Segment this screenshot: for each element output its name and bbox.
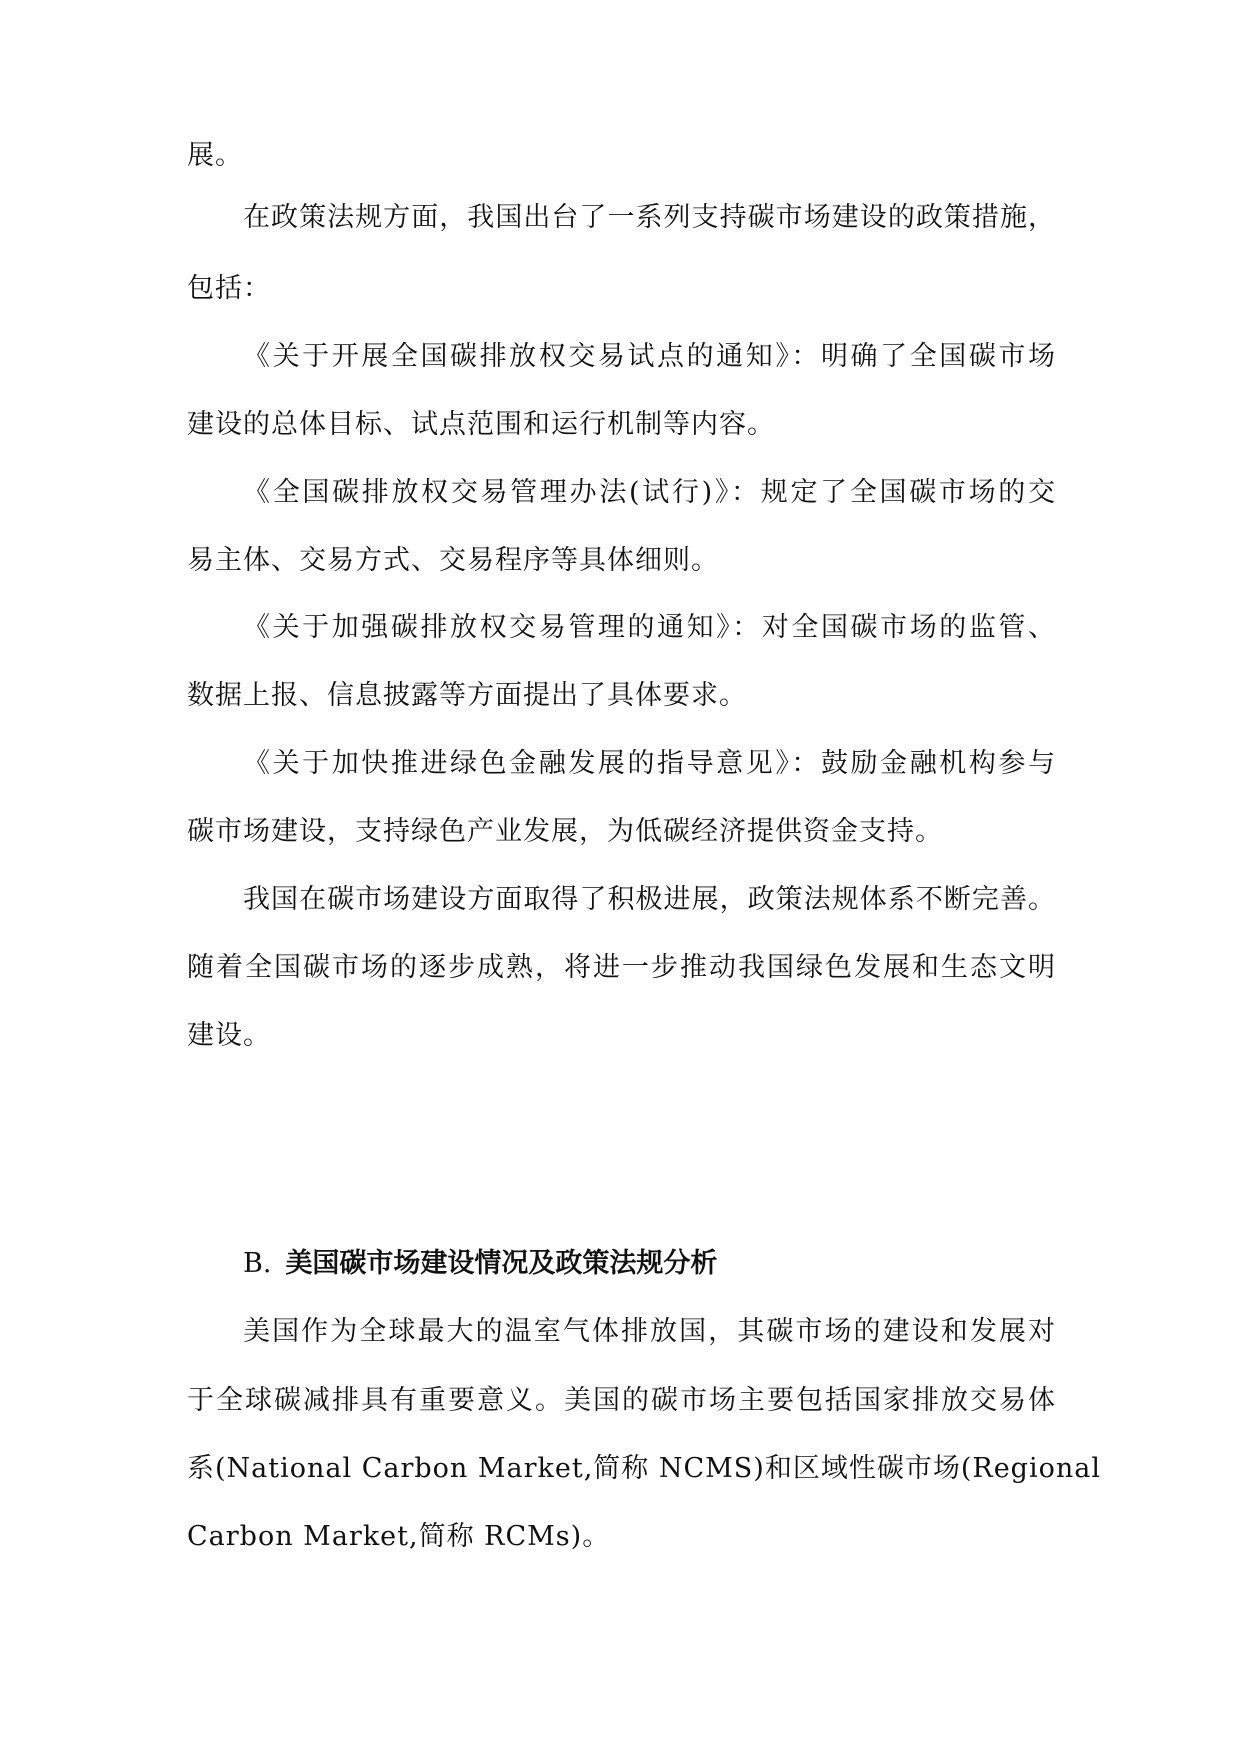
policy-3-line-1: 《关于加强碳排放权交易管理的通知》：对全国碳市场的监管、	[243, 612, 1056, 643]
paragraph-summary-line-3: 建设。	[187, 1020, 271, 1051]
paragraph-us-line-4: Carbon Market,简称 RCMs)。	[187, 1521, 611, 1552]
policy-4-line-2: 碳市场建设，支持绿色产业发展，为低碳经济提供资金支持。	[187, 816, 943, 847]
section-marker: B.	[243, 1248, 272, 1279]
paragraph-summary-line-1: 我国在碳市场建设方面取得了积极进展，政策法规体系不断完善。	[243, 884, 1056, 915]
paragraph-policy-line-1: 在政策法规方面，我国出台了一系列支持碳市场建设的政策措施，	[243, 202, 1056, 233]
paragraph-us-line-1: 美国作为全球最大的温室气体排放国，其碳市场的建设和发展对	[243, 1316, 1056, 1347]
policy-2-line-2: 易主体、交易方式、交易程序等具体细则。	[187, 545, 719, 576]
policy-1-line-2: 建设的总体目标、试点范围和运行机制等内容。	[187, 409, 775, 440]
paragraph-intro-tail: 展。	[187, 140, 243, 171]
policy-2-line-1: 《全国碳排放权交易管理办法(试行)》：规定了全国碳市场的交	[243, 477, 1056, 508]
section-heading-b	[243, 1246, 717, 1282]
paragraph-summary-line-2: 随着全国碳市场的逐步成熟，将进一步推动我国绿色发展和生态文明	[187, 952, 1056, 983]
policy-1-line-1: 《关于开展全国碳排放权交易试点的通知》：明确了全国碳市场	[243, 341, 1056, 372]
paragraph-us-line-3: 系(National Carbon Market,简称 NCMS)和区域性碳市场(Regional	[187, 1453, 1101, 1484]
paragraph-us-line-2: 于全球碳减排具有重要意义。美国的碳市场主要包括国家排放交易体	[187, 1385, 1056, 1416]
paragraph-policy-line-2: 包括：	[187, 273, 271, 304]
policy-3-line-2: 数据上报、信息披露等方面提出了具体要求。	[187, 680, 747, 711]
section-title: 美国碳市场建设情况及政策法规分析	[285, 1248, 718, 1279]
policy-4-line-1: 《关于加快推进绿色金融发展的指导意见》：鼓励金融机构参与	[243, 748, 1056, 779]
